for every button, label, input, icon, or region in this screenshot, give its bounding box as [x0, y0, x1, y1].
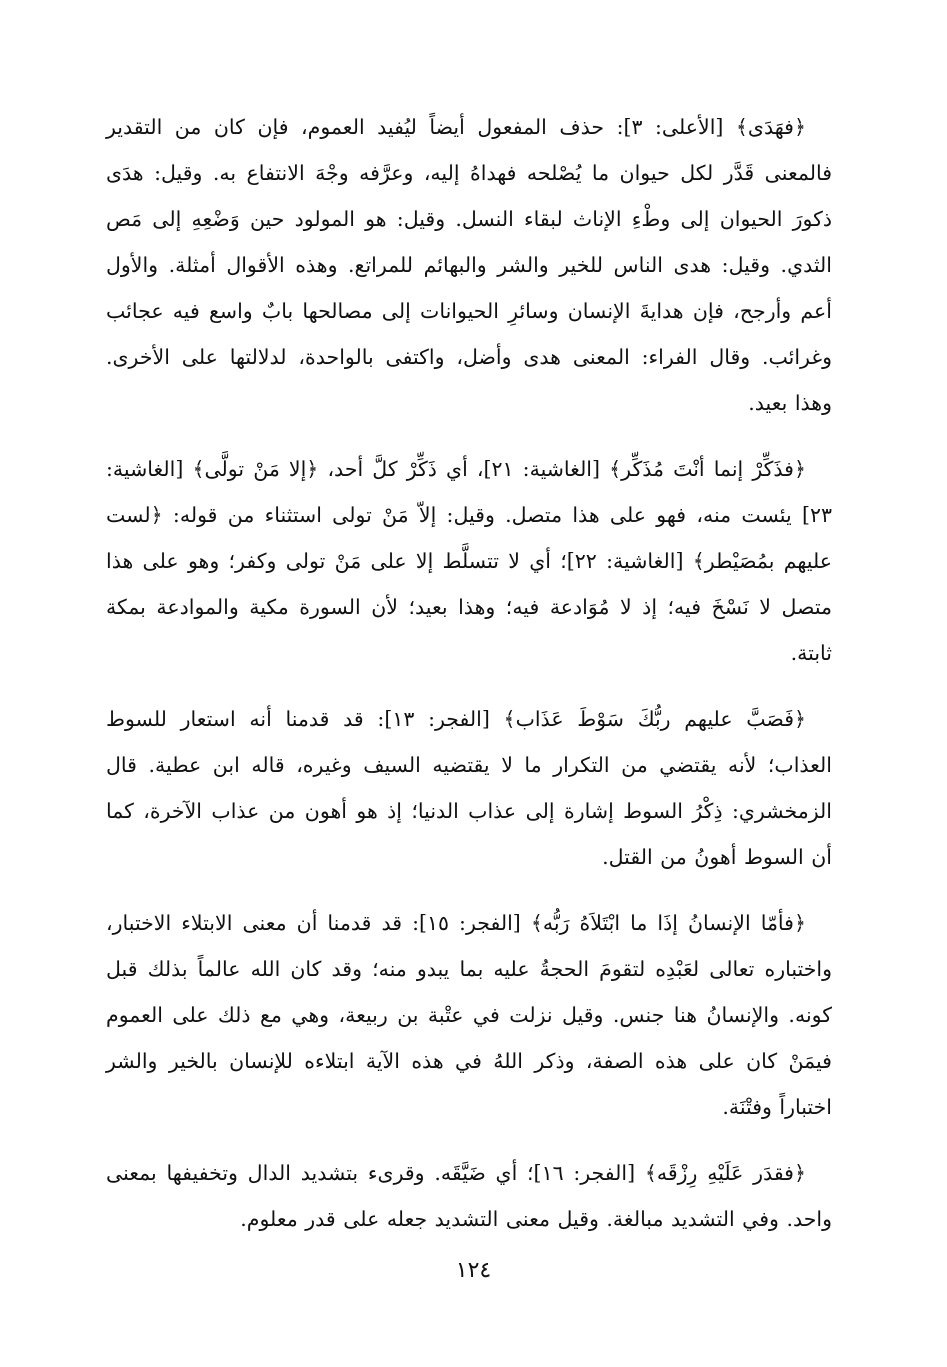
page-body [106, 104, 832, 1262]
paragraph-fasabba: ﴿فَصَبَّ عليهم ربُّكَ سَوْطَ عَذَاب﴾ [الفجر: ١٣]: قد قدمنا أنه استعار للسوط العذاب؛ لأنه يقتضي من التكرار ما لا يقتضيه السيف وغيره، قاله ابن عطية. قال الزمخشري: ذِكْرُ السوط إشارة إلى عذاب الدنيا؛ إذ هو أهون من عذاب الآخرة، كما أن السوط أهونُ من القتل. [106, 707, 833, 869]
paragraph-fadhakkir: ﴿فذَكِّرْ إنما أنْتَ مُذَكِّر﴾ [الغاشية: ٢١]، أي ذَكِّرْ كلَّ أحد، ﴿إلا مَنْ تولَّى﴾ [الغاشية: ٢٣] يئست منه، فهو على هذا متصل. وقيل: إلاّ مَنْ تولى استثناء من قوله: ﴿لست عليهم بمُصَيْطر﴾ [الغاشية: ٢٢]؛ أي لا تتسلَّط إلا على مَنْ تولى وكفر؛ وهو على هذا متصل لا نَسْخَ فيه؛ إذ لا مُوَادعة فيه؛ وهذا بعيد؛ لأن السورة مكية والموادعة بمكة ثابتة. [106, 457, 832, 665]
paragraph-faqadara: ﴿فقدَر عَلَيْهِ رِزْقَه﴾ [الفجر: ١٦]؛ أي ضَيَّقَه. وقرىء بتشديد الدال وتخفيفها بمعنى واحد. وفي التشديد مبالغة. وقيل معنى التشديد جعله على قدر معلوم. [106, 1161, 832, 1231]
paragraph-faamma-alinsan: ﴿فأمّا الإنسانُ إذَا ما ابْتَلاَهُ رَبُّه﴾ [الفجر: ١٥]: قد قدمنا أن معنى الابتلاء الاختبار، واختباره تعالى لعَبْدِه لتقومَ الحجةُ عليه بما يبدو منه؛ وقد كان الله عالماً بذلك قبل كونه. والإنسانُ هنا جنس. وقيل نزلت في عتْبة بن ربيعة، وهي مع ذلك على العموم فيمَنْ كان على هذه الصفة، وذكر اللهُ في هذه الآية ابتلاءه للإنسان بالخير والشر اختباراً وفتْنَة. [106, 911, 832, 1119]
paragraph-fahada: ﴿فهَدَى﴾ [الأعلى: ٣]: حذف المفعول أيضاً ليُفيد العموم، فإن كان من التقدير فالمعنى قَدَّر لكل حيوان ما يُصْلحه فهداهُ إليه، وعرَّفه وجْهَ الانتفاع به. وقيل: هدَى ذكورَ الحيوان إلى وطْءِ الإناث لبقاء النسل. وقيل: هو المولود حين وَضْعِهِ إلى مَص الثدي. وقيل: هدى الناس للخير والشر والبهائم للمراتع. وهذه الأقوال أمثلة. والأول أعم وأرجح، فإن هدايةَ الإنسان وسائرِ الحيوانات إلى مصالحها بابٌ واسع فيه عجائب وغرائب. وقال الفراء: المعنى هدى وأضل، واكتفى بالواحدة، لدلالتها على الأخرى. وهذا بعيد. [106, 115, 832, 415]
page-number: ١٢٤ [455, 1258, 492, 1283]
